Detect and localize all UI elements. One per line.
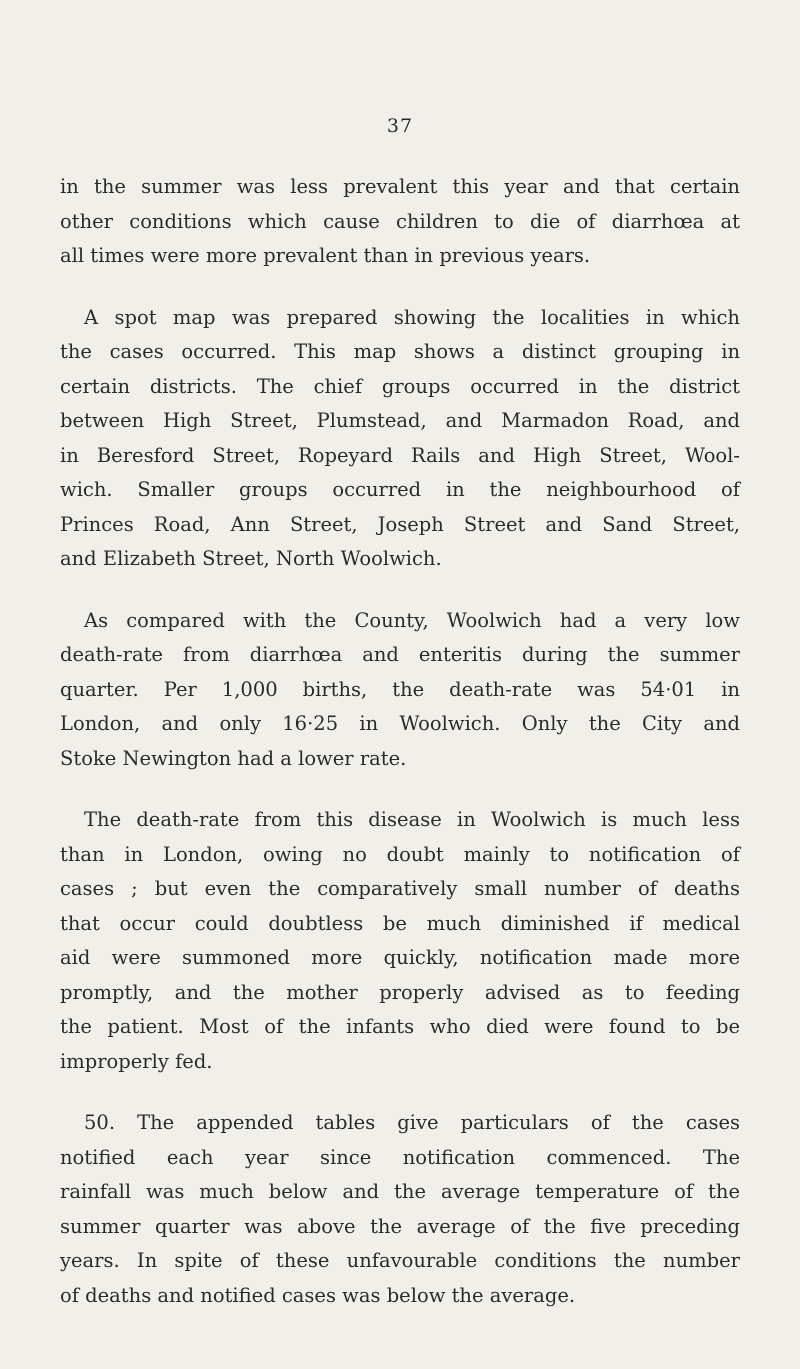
text-line: rainfall was much below and the average temperature of the — [60, 1180, 740, 1203]
text-line: aid were summoned more quickly, notification made more — [60, 946, 740, 969]
text-line: of deaths and notified cases was below the average. — [60, 1283, 576, 1307]
text-line: A spot map was prepared showing the localities in which — [84, 305, 740, 329]
paragraph-3 — [60, 604, 740, 777]
text-line: As compared with the County, Woolwich had a very low — [84, 608, 740, 632]
text-line: death-rate from diarrhœa and enteritis during the summer — [60, 643, 740, 666]
text-line: 50. The appended tables give particulars of the cases — [84, 1111, 740, 1134]
text-line: and Elizabeth Street, North Woolwich. — [60, 547, 442, 570]
text-line: all times were more prevalent than in previous years. — [60, 244, 591, 267]
paragraph-5 — [60, 1106, 740, 1313]
text-line: The death-rate from this disease in Woolwich is much less — [84, 808, 740, 831]
text-line: other conditions which cause children to die of diarrhœa at — [60, 209, 740, 233]
text-line: years. In spite of these unfavourable conditions the number — [60, 1249, 740, 1272]
text-line: quarter. Per 1,000 births, the death-rate was 54·01 in — [60, 677, 740, 701]
paragraph-2 — [60, 301, 740, 577]
text-line: improperly fed. — [60, 1049, 213, 1073]
text-line: London, and only 16·25 in Woolwich. Only the City and — [60, 712, 740, 735]
text-line: in Beresford Street, Ropeyard Rails and High Street, Wool- — [60, 443, 740, 467]
text-line: promptly, and the mother properly advised as to feeding — [60, 980, 740, 1004]
text-line: the patient. Most of the infants who died were found to be — [60, 1015, 740, 1038]
paragraph-1 — [60, 170, 740, 274]
paragraph-4 — [60, 803, 740, 1079]
text-line: summer quarter was above the average of the five preceding — [60, 1214, 740, 1238]
text-line: notified each year since notification commenced. The — [60, 1145, 740, 1169]
text-line: in the summer was less prevalent this year and that certain — [60, 175, 740, 198]
text-line: cases ; but even the comparatively small number of deaths — [60, 877, 740, 900]
page-number: 37 — [386, 115, 414, 137]
body-text — [60, 170, 740, 1340]
text-line: Princes Road, Ann Street, Joseph Street and Sand Street, — [60, 512, 740, 536]
text-line: between High Street, Plumstead, and Marmadon Road, and — [60, 409, 740, 432]
text-line: certain districts. The chief groups occurred in the district — [60, 374, 740, 398]
text-line: that occur could doubtless be much diminished if medical — [60, 911, 740, 935]
text-line: than in London, owing no doubt mainly to notification of — [60, 842, 740, 866]
text-line: the cases occurred. This map shows a distinct grouping in — [60, 340, 740, 363]
text-line: Stoke Newington had a lower rate. — [60, 746, 407, 770]
text-line: wich. Smaller groups occurred in the neighbourhood of — [60, 478, 740, 501]
